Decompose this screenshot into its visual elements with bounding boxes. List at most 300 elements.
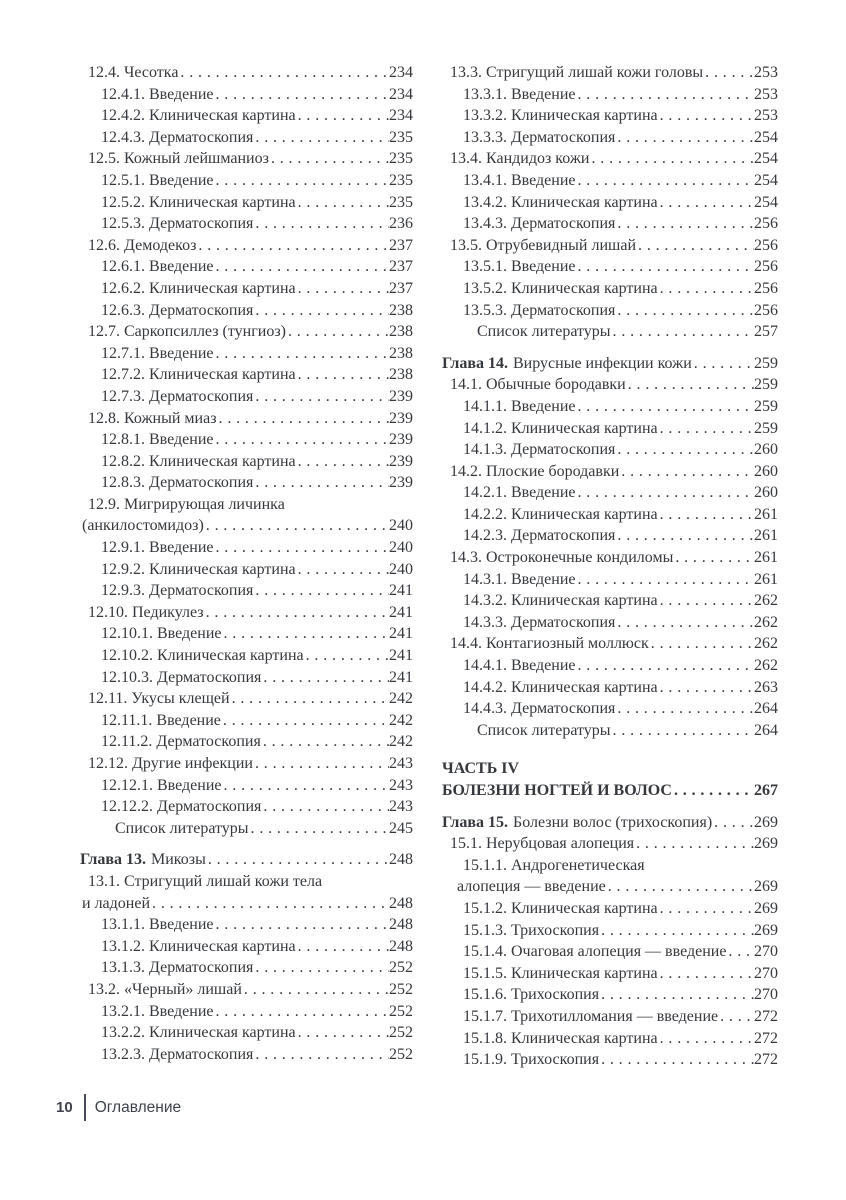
dot-leader (606, 876, 754, 898)
toc-entry-page-number: 238 (389, 301, 413, 319)
toc-entry-row (101, 580, 413, 602)
dot-leader (196, 235, 389, 257)
toc-entry (442, 898, 778, 920)
dot-leader (214, 170, 390, 192)
toc-entry-row (463, 1049, 778, 1071)
dot-leader (615, 127, 754, 149)
toc-entry-page-number: 261 (754, 570, 778, 588)
toc-entry-row (101, 343, 413, 365)
toc-entry-row (88, 235, 413, 257)
dot-leader (703, 62, 754, 84)
toc-entry-page-number: 256 (754, 301, 778, 319)
toc-entry-row (442, 812, 778, 834)
dot-leader (611, 321, 754, 343)
toc-entry-title: 12.6.3. Дерматоскопия (101, 301, 254, 319)
toc-entry (80, 472, 413, 494)
toc-entry (80, 914, 413, 936)
toc-entry-page-number: 241 (389, 668, 413, 686)
toc-entry-row (101, 364, 413, 386)
toc-entry-title: 12.7.2. Клиническая картина (101, 366, 296, 384)
toc-entry-page-number: 243 (389, 776, 413, 794)
toc-entry (442, 525, 778, 547)
dot-leader (269, 148, 389, 170)
toc-entry (442, 677, 778, 699)
page-number: 10 (56, 1099, 73, 1116)
toc-entry-page-number: 259 (754, 419, 778, 437)
dot-leader (615, 612, 754, 634)
toc-entry-row (101, 1022, 413, 1044)
toc-entry-page-number: 252 (389, 959, 413, 977)
dot-leader (576, 569, 755, 591)
toc-entry-row (477, 321, 778, 343)
toc-entry (80, 235, 413, 257)
toc-entry-page-number: 269 (754, 878, 778, 896)
toc-entry-row (463, 920, 778, 942)
dot-leader (658, 192, 754, 214)
toc-entry-row (450, 374, 778, 396)
toc-entry-page-number: 269 (754, 921, 778, 939)
toc-entry (80, 278, 413, 300)
dot-leader (658, 105, 754, 127)
toc-entry-title: 15.1.3. Трихоскопия (463, 921, 600, 939)
toc-entry-title: 13.5.2. Клиническая картина (463, 279, 658, 297)
toc-entry (442, 256, 778, 278)
toc-entry-page-number: 261 (754, 505, 778, 523)
toc-entry-page-number: 261 (754, 549, 778, 567)
toc-entry-title: 12.7. Саркопсиллез (тунгиоз) (88, 323, 286, 341)
toc-entry-page-number: 256 (754, 215, 778, 233)
toc-entry-title: (анкилостомидоз) (82, 517, 204, 535)
toc-entry-title: 14.3.2. Клиническая картина (463, 592, 658, 610)
toc-entry-title: 15.1.9. Трихоскопия (463, 1051, 600, 1069)
toc-entry (442, 504, 778, 526)
toc-entry-title: Болезни волос (трихоскопия) (513, 813, 713, 831)
toc-entry-page-number: 248 (389, 851, 413, 869)
toc-entry-row (463, 300, 778, 322)
toc-entry-page-number: 272 (754, 1029, 778, 1047)
dot-leader (576, 256, 755, 278)
toc-entry-row (463, 963, 778, 985)
toc-entry (442, 941, 778, 963)
toc-entry (80, 775, 413, 797)
toc-entry-title: 12.11.2. Дерматоскопия (101, 733, 261, 751)
toc-entry-title: БОЛЕЗНИ НОГТЕЙ И ВОЛОС (442, 782, 672, 799)
toc-entry-page-number: 239 (389, 431, 413, 449)
dot-leader (214, 429, 390, 451)
toc-entry-page-number: 262 (754, 657, 778, 675)
toc-entry-page-number: 235 (389, 150, 413, 168)
dot-leader (615, 525, 754, 547)
toc-entry-title: 13.5.3. Дерматоскопия (463, 301, 616, 319)
toc-entry-page-number: 262 (754, 613, 778, 631)
toc-entry-title: 12.6.2. Клиническая картина (101, 279, 296, 297)
toc-entry-title: 12.8.3. Дерматоскопия (101, 474, 254, 492)
toc-entry-row (101, 278, 413, 300)
dot-leader (615, 439, 754, 461)
toc-entry-title: 12.12. Другие инфекции (88, 755, 253, 772)
toc-entry-page-number: 238 (389, 323, 413, 341)
toc-entry-page-number: 270 (754, 986, 778, 1004)
toc-entry-title: 12.5.2. Клиническая картина (101, 193, 296, 211)
toc-entry-title: 14.3.3. Дерматоскопия (463, 613, 616, 631)
toc-entry-title: 13.4. Кандидоз кожи (450, 150, 590, 168)
dot-leader (576, 396, 755, 418)
toc-entry (442, 833, 778, 855)
toc-entry (80, 580, 413, 602)
toc-entry-row (101, 731, 413, 753)
toc-entry-page-number: 264 (754, 700, 778, 718)
toc-entry-page-number: 252 (389, 980, 413, 998)
toc-entry-row (463, 482, 778, 504)
toc-entry-title: 13.1.1. Введение (101, 916, 214, 934)
toc-entry-row (450, 235, 778, 257)
toc-entry-title: Список литературы (115, 819, 249, 837)
dot-leader (206, 849, 389, 871)
toc-entry-row (101, 775, 413, 797)
dot-leader (214, 84, 390, 106)
dot-leader (589, 148, 754, 170)
toc-entry (442, 192, 778, 214)
toc-entry-row (450, 148, 778, 170)
toc-entry-row (101, 796, 413, 818)
dot-leader (576, 170, 755, 192)
toc-entry-page-number: 269 (754, 899, 778, 917)
toc-entry-title: 14.4.3. Дерматоскопия (463, 700, 616, 718)
toc-entry-page-number: 254 (754, 150, 778, 168)
toc-entry-row (101, 957, 413, 979)
toc-entry (442, 353, 778, 375)
dot-leader (296, 936, 389, 958)
dot-leader (214, 343, 390, 365)
dot-leader (658, 963, 754, 985)
toc-entry-title: Вирусные инфекции кожи (513, 354, 692, 372)
toc-entry-page-number: 240 (389, 539, 413, 557)
toc-entry (442, 633, 778, 655)
toc-entry-chapter-label: Глава 15. (442, 813, 508, 831)
toc-entry-title: 15.1.5. Клиническая картина (463, 964, 658, 982)
toc-entry (80, 796, 413, 818)
toc-entry (80, 213, 413, 235)
toc-entry (442, 1006, 778, 1028)
toc-entry-page-number: 260 (754, 441, 778, 459)
toc-entry (442, 855, 778, 898)
toc-entry-row (101, 537, 413, 559)
toc-entry-row (442, 353, 778, 375)
toc-entry-row (463, 655, 778, 677)
toc-entry (442, 170, 778, 192)
toc-entry-row (463, 278, 778, 300)
toc-entry-title: 14.2.2. Клиническая картина (463, 505, 658, 523)
toc-entry-row (101, 667, 413, 689)
toc-entry-title-line1: 13.1. Стригущий лишай кожи тела (88, 872, 323, 890)
toc-entry-page-number: 269 (754, 813, 778, 831)
toc-entry-title: 12.9.3. Дерматоскопия (101, 582, 254, 600)
toc-entry-title: 15.1.8. Клиническая картина (463, 1029, 658, 1047)
toc-entry-row (463, 105, 778, 127)
toc-entry-row (463, 170, 778, 192)
toc-entry-title: 12.8. Кожный миаз (88, 409, 217, 427)
toc-entry-page-number: 237 (389, 236, 413, 254)
toc-entry-row (463, 84, 778, 106)
toc-entry-row (101, 936, 413, 958)
toc-entry-title: 12.8.1. Введение (101, 431, 214, 449)
toc-entry-title: 12.4. Чесотка (88, 64, 179, 81)
toc-entry-title: 14.1. Обычные бородавки (450, 376, 626, 394)
toc-entry-row (463, 504, 778, 526)
toc-entry (80, 537, 413, 559)
toc-entry-page-number: 253 (754, 85, 778, 103)
toc-entry-row (450, 461, 778, 483)
toc-entry-row (463, 396, 778, 418)
toc-entry-page-number: 240 (389, 517, 413, 535)
toc-entry (80, 451, 413, 473)
toc-entry (80, 688, 413, 710)
toc-entry-title: и ладоней (82, 894, 151, 912)
dot-leader (222, 623, 390, 645)
toc-entry (442, 148, 778, 170)
toc-entry-title: 13.3.1. Введение (463, 85, 576, 103)
footer-divider (84, 1094, 86, 1121)
toc-entry-row (101, 623, 413, 645)
footer-section-label: Оглавление (94, 1098, 182, 1116)
dot-leader (576, 482, 755, 504)
dot-leader (249, 818, 389, 840)
dot-leader (634, 833, 754, 855)
toc-entry (80, 256, 413, 278)
toc-entry-page-number: 254 (754, 171, 778, 189)
dot-leader (658, 278, 754, 300)
toc-entry-row (88, 688, 413, 710)
dot-leader (599, 984, 754, 1006)
page-footer (56, 1094, 181, 1121)
dot-leader (222, 775, 390, 797)
toc-entry (442, 758, 778, 801)
toc-entry-title: 13.4.1. Введение (463, 171, 576, 189)
toc-entry-row (477, 720, 778, 742)
toc-entry-row (463, 127, 778, 149)
dot-leader (214, 1001, 390, 1023)
toc-entry-row (463, 1006, 778, 1028)
toc-entry-page-number: 239 (389, 387, 413, 405)
dot-leader (692, 353, 754, 375)
toc-entry-page-number: 261 (754, 527, 778, 545)
toc-entry-page-number: 253 (754, 64, 778, 81)
toc-entry-title: 13.5.1. Введение (463, 258, 576, 276)
toc-entry (80, 127, 413, 149)
toc-entry-row (463, 418, 778, 440)
toc-entry-row (463, 898, 778, 920)
toc-entry-title: 15.1. Нерубцовая алопеция (450, 835, 635, 853)
toc-entry (80, 710, 413, 732)
toc-entry-row (82, 515, 413, 537)
dot-leader (672, 780, 754, 802)
toc-entry-title: 13.2.3. Дерматоскопия (101, 1045, 254, 1063)
toc-entry-page-number: 264 (754, 721, 778, 739)
toc-entry-page-number: 269 (754, 835, 778, 853)
dot-leader (619, 461, 754, 483)
toc-entry (80, 818, 413, 840)
toc-entry-row (80, 849, 413, 871)
toc-entry-page-number: 239 (389, 474, 413, 492)
toc-entry-row (101, 213, 413, 235)
toc-entry-title-line1: ЧАСТЬ IV (442, 760, 520, 778)
toc-entry-page-number: 272 (754, 1051, 778, 1069)
toc-entry-row (463, 256, 778, 278)
toc-entry-page-number: 260 (754, 462, 778, 480)
toc-entry-page-number: 254 (754, 193, 778, 211)
dot-leader (636, 235, 754, 257)
toc-entry (80, 105, 413, 127)
toc-entry-row (101, 84, 413, 106)
toc-entry-title: 12.10.2. Клиническая картина (101, 647, 304, 665)
toc-entry-title: 12.4.1. Введение (101, 85, 214, 103)
toc-entry-chapter-label: Глава 13. (80, 851, 146, 869)
toc-entry-page-number: 238 (389, 366, 413, 384)
toc-entry-title: 12.10. Педикулез (88, 603, 204, 621)
toc-entry-page-number: 234 (389, 107, 413, 125)
toc-entry-title: 13.1.2. Клиническая картина (101, 937, 296, 955)
toc-entry (442, 698, 778, 720)
toc-entry (442, 461, 778, 483)
toc-entry-title: 14.4. Контагиозный моллюск (450, 635, 649, 653)
toc-entry (442, 569, 778, 591)
toc-entry (80, 753, 413, 775)
toc-entry-title: 13.5. Отрубевидный лишай (450, 236, 637, 254)
toc-entry-page-number: 242 (389, 711, 413, 729)
toc-entry-page-number: 237 (389, 258, 413, 276)
toc-entry (442, 482, 778, 504)
toc-entry-page-number: 237 (389, 279, 413, 297)
toc-entry-row (82, 893, 413, 915)
dot-leader (658, 418, 754, 440)
dot-leader (214, 537, 390, 559)
toc-entry-page-number: 241 (389, 582, 413, 600)
toc-entry-row (101, 256, 413, 278)
toc-entry-row (463, 1028, 778, 1050)
toc-entry-title: 13.3. Стригущий лишай кожи головы (450, 64, 704, 81)
toc-entry (80, 936, 413, 958)
toc-entry-page-number: 245 (389, 819, 413, 837)
dot-leader (599, 1049, 754, 1071)
toc-entry (80, 623, 413, 645)
toc-entry-row (101, 429, 413, 451)
toc-entry (442, 62, 778, 84)
dot-leader (253, 1044, 389, 1066)
toc-entry-row (450, 833, 778, 855)
dot-leader (576, 655, 755, 677)
dot-leader (658, 1028, 754, 1050)
toc-entry-row (442, 780, 778, 802)
dot-leader (712, 812, 754, 834)
toc-entry-row (463, 439, 778, 461)
toc-entry-row (101, 105, 413, 127)
dot-leader (599, 920, 754, 942)
toc-entry-title: 12.6.1. Введение (101, 258, 214, 276)
toc-entry-title: 12.7.3. Дерматоскопия (101, 387, 254, 405)
toc-entry-title: 12.11. Укусы клещей (88, 690, 230, 708)
toc-entry (442, 720, 778, 742)
toc-entry-page-number: 259 (754, 376, 778, 394)
toc-entry-page-number: 252 (389, 1002, 413, 1020)
toc-entry-chapter-label: Глава 14. (442, 354, 508, 372)
toc-entry-row (463, 590, 778, 612)
toc-entry-row (101, 192, 413, 214)
dot-leader (253, 127, 389, 149)
toc-entry (442, 812, 778, 834)
dot-leader (253, 386, 389, 408)
toc-entry-row (115, 818, 413, 840)
toc-entry-title: 13.4.3. Дерматоскопия (463, 215, 616, 233)
toc-entry-title: 15.1.7. Трихотилломания — введение (463, 1007, 719, 1025)
toc-entry-page-number: 262 (754, 592, 778, 610)
toc-entry (442, 300, 778, 322)
toc-entry-row (463, 612, 778, 634)
toc-entry-title: 12.5.1. Введение (101, 171, 214, 189)
toc-entry-row (101, 1001, 413, 1023)
toc-entry-row (101, 127, 413, 149)
toc-entry-title-line1: 12.9. Мигрирующая личинка (88, 495, 285, 513)
toc-entry-row (101, 386, 413, 408)
toc-entry-title: 14.2. Плоские бородавки (450, 462, 620, 480)
dot-leader (615, 300, 754, 322)
toc-entry-row (463, 941, 778, 963)
toc-entry-page-number: 241 (389, 647, 413, 665)
toc-entry (442, 418, 778, 440)
toc-entry-page-number: 241 (389, 603, 413, 621)
toc-entry (442, 396, 778, 418)
toc-entry-title: 12.9.2. Клиническая картина (101, 560, 296, 578)
toc-entry (80, 84, 413, 106)
dot-leader (658, 504, 754, 526)
toc-entry-title: 14.3. Остроконечные кондиломы (450, 549, 674, 567)
dot-leader (649, 633, 754, 655)
toc-entry-title: 13.3.2. Клиническая картина (463, 107, 658, 125)
toc-column-right (442, 62, 778, 1071)
toc-entry-title: 14.4.2. Клиническая картина (463, 678, 658, 696)
toc-entry-title: 12.5. Кожный лейшманиоз (88, 150, 269, 168)
dot-leader (261, 796, 389, 818)
toc-entry (80, 170, 413, 192)
toc-entry-page-number: 256 (754, 236, 778, 254)
toc-entry (80, 386, 413, 408)
toc-entry-title: Микозы (151, 851, 206, 869)
toc-entry (442, 321, 778, 343)
toc-entry-page-number: 260 (754, 484, 778, 502)
toc-entry (442, 439, 778, 461)
toc-entry-page-number: 238 (389, 344, 413, 362)
toc-entry-title: Список литературы (477, 323, 611, 341)
toc-column-left (80, 62, 413, 1071)
dot-leader (611, 720, 754, 742)
toc-entry-row (88, 979, 413, 1001)
toc-entry (80, 645, 413, 667)
toc-entry (80, 602, 413, 624)
toc-entry-title: 15.1.6. Трихоскопия (463, 986, 600, 1004)
toc-entry-page-number: 248 (389, 894, 413, 912)
dot-leader (253, 472, 389, 494)
toc-entry-page-number: 241 (389, 625, 413, 643)
toc-entry-page-number: 234 (389, 85, 413, 103)
dot-leader (286, 321, 389, 343)
toc-entry-page-number: 256 (754, 279, 778, 297)
toc-entry (80, 979, 413, 1001)
toc-entry-row (450, 62, 778, 84)
dot-leader (230, 688, 389, 710)
toc-entry-title: 14.2.3. Дерматоскопия (463, 527, 616, 545)
toc-entry-row (101, 170, 413, 192)
toc-entry-title: 12.4.2. Клиническая картина (101, 107, 296, 125)
toc-entry-title: 13.2. «Черный» лишай (88, 980, 242, 998)
